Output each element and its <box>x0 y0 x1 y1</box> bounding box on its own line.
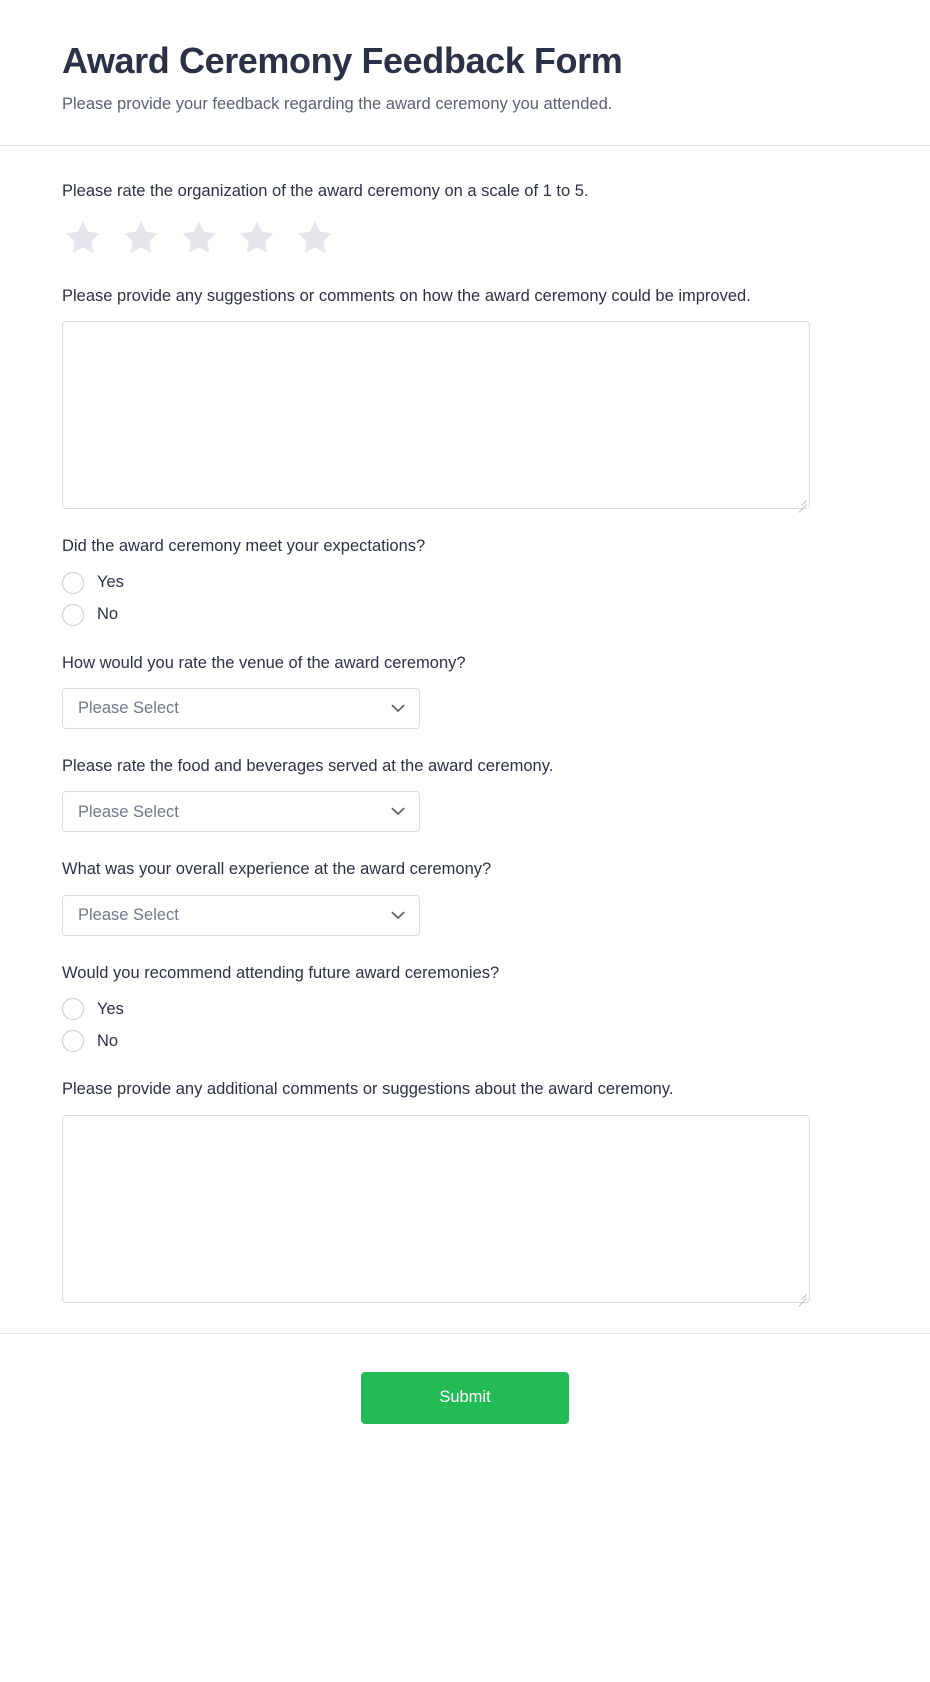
radio-option-no[interactable] <box>62 604 868 626</box>
radio-circle-icon[interactable] <box>62 572 84 594</box>
question-label: Would you recommend attending future award ceremonies? <box>62 963 500 982</box>
question-improvement-suggestions <box>62 285 868 509</box>
form-body <box>0 146 930 1333</box>
venue-rating-select[interactable] <box>62 688 420 729</box>
additional-comments-textarea[interactable] <box>62 1115 810 1303</box>
star-icon[interactable] <box>294 217 336 259</box>
star-icon[interactable] <box>62 217 104 259</box>
question-label: Please provide any additional comments or suggestions about the award ceremony. <box>62 1080 674 1099</box>
question-venue-rating <box>62 652 868 729</box>
textarea-wrapper <box>62 321 810 509</box>
question-label: Please rate the food and beverages served at the award ceremony. <box>62 757 554 775</box>
radio-option-no[interactable] <box>62 1030 868 1052</box>
radio-circle-icon[interactable] <box>62 998 84 1020</box>
radio-option-label: Yes <box>97 573 124 592</box>
question-label: What was your overall experience at the award ceremony? <box>62 860 492 879</box>
form-footer <box>0 1334 930 1476</box>
chevron-down-icon[interactable] <box>391 704 405 713</box>
question-recommend-future <box>62 962 868 1052</box>
question-label: Did the award ceremony meet your expectations? <box>62 537 426 556</box>
radio-option-label: Yes <box>97 1000 124 1019</box>
form-subtitle: Please provide your feedback regarding the award ceremony you attended. <box>62 95 613 114</box>
question-organization-rating <box>62 180 868 258</box>
select-value: Please Select <box>78 906 179 925</box>
question-label: Please rate the organization of the award ceremony on a scale of 1 to 5. <box>62 182 589 201</box>
star-icon[interactable] <box>120 217 162 259</box>
question-met-expectations <box>62 535 868 625</box>
chevron-down-icon[interactable] <box>391 911 405 920</box>
food-rating-select[interactable] <box>62 791 420 832</box>
radio-option-label: No <box>97 605 119 624</box>
radio-option-yes[interactable] <box>62 572 868 594</box>
radio-circle-icon[interactable] <box>62 604 84 626</box>
star-icon[interactable] <box>236 217 278 259</box>
radio-option-yes[interactable] <box>62 998 868 1020</box>
select-value: Please Select <box>78 699 179 718</box>
star-icon[interactable] <box>178 217 220 259</box>
textarea-wrapper <box>62 1115 810 1303</box>
question-additional-comments <box>62 1078 868 1302</box>
question-overall-experience <box>62 858 868 935</box>
question-label: Please provide any suggestions or comments on how the award ceremony could be improved. <box>62 286 751 305</box>
radio-circle-icon[interactable] <box>62 1030 84 1052</box>
radio-option-label: No <box>97 1032 119 1051</box>
question-food-rating <box>62 755 868 832</box>
question-label: How would you rate the venue of the award ceremony? <box>62 653 466 672</box>
overall-experience-select[interactable] <box>62 895 420 936</box>
page-title: Award Ceremony Feedback Form <box>62 40 623 81</box>
select-value: Please Select <box>78 802 179 821</box>
form-header <box>0 0 930 146</box>
star-rating-group[interactable] <box>62 217 868 259</box>
submit-button[interactable]: Submit <box>361 1372 569 1424</box>
chevron-down-icon[interactable] <box>391 807 405 816</box>
improvement-suggestions-textarea[interactable] <box>62 321 810 509</box>
